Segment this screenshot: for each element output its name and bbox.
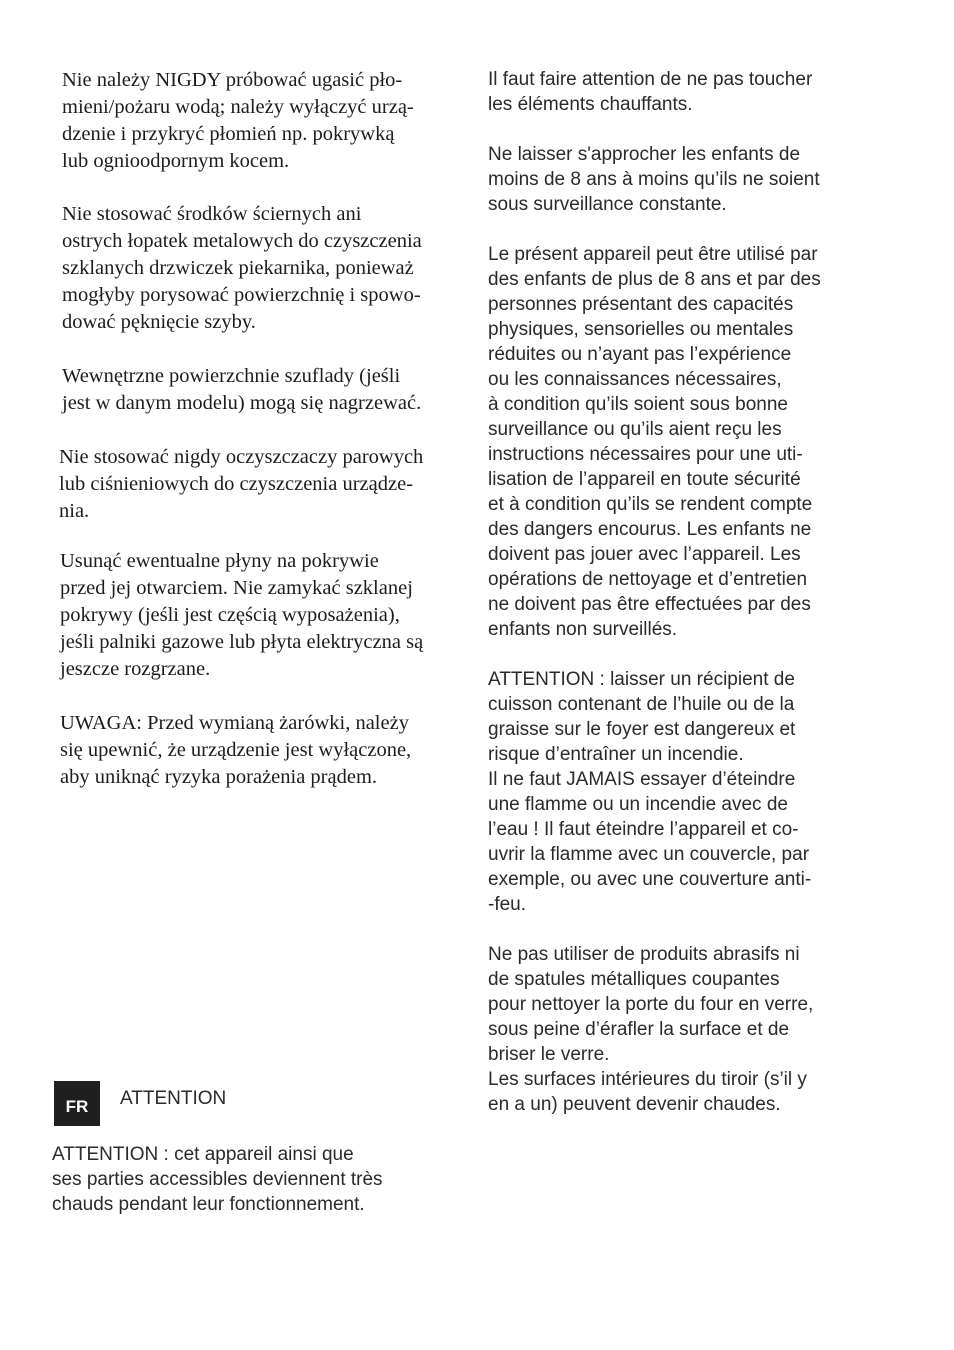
french-paragraph-heating-elements: Il faut faire attention de ne pas toucher les éléments chauffants.	[488, 69, 813, 115]
section-heading: ATTENTION	[120, 1088, 227, 1109]
polish-paragraph-drawer: Wewnętrzne powierzchnie szuflady (jeśli jest w danym modelu) mogą się nagrzewać.	[62, 365, 422, 414]
polish-paragraph-steam: Nie stosować nigdy oczyszczaczy parowych lub ciśnieniowych do czyszczenia urządze- nia.	[59, 446, 424, 522]
french-paragraph-children-under-8: Ne laisser s'approcher les enfants de moins de 8 ans à moins qu’ils ne soient sous surveillance constante.	[488, 144, 820, 215]
french-paragraph-oil-fire: ATTENTION : laisser un récipient de cuisson contenant de l’huile ou de la graisse sur le foyer est dangereux et risque d’entraîner un incendie. Il ne faut JAMAIS essayer d’éteindre une flamme ou un incendie avec de l’eau ! Il faut éteindre l’appareil et co- uvrir la flamme avec un couvercle, par exemple, ou avec une couverture anti- -feu.	[488, 669, 812, 915]
polish-paragraph-bulb: UWAGA: Przed wymianą żarówki, należy się upewnić, że urządzenie jest wyłączone, aby uniknąć ryzyka porażenia prądem.	[60, 712, 412, 788]
french-paragraph-usage: Le présent appareil peut être utilisé par des enfants de plus de 8 ans et par des personnes présentant des capacités physiques, sensorielles ou mentales réduites ou n’ayant pas l’expérience ou les connaissances nécessaires, à condition qu’ils soient sous bonne surveillance ou qu’ils aient reçu les instructions nécessaires pour une uti- lisation de l’appareil en toute sécurité et à condition qu’ils se rendent compte des dangers encourus. Les enfants ne doivent pas jouer avec l’appareil. Les opérations de nettoyage et d’entretien ne doivent pas être effectuées par des enfants non surveillés.	[488, 244, 821, 640]
french-paragraph-abrasives: Ne pas utiliser de produits abrasifs ni de spatules métalliques coupantes pour nettoyer la porte du four en verre, sous peine d’érafler la surface et de briser le verre. Les surfaces intérieures du tiroir (s’il y en a un) peuvent devenir chaudes.	[488, 944, 814, 1115]
polish-paragraph-abrasives: Nie stosować środków ściernych ani ostrych łopatek metalowych do czyszczenia szklanych drzwiczek piekarnika, ponieważ mogłyby porysować powierzchnię i spowo- dować pęknięcie szyby.	[62, 203, 422, 333]
language-badge: FR	[54, 1081, 100, 1126]
polish-paragraph-lid: Usunąć ewentualne płyny na pokrywie przed jej otwarciem. Nie zamykać szklanej pokrywy (jeśli jest częścią wyposażenia), jeśli palniki gazowe lub płyta elektryczna są jeszcze rozgrzane.	[60, 550, 424, 680]
french-intro-paragraph: ATTENTION : cet appareil ainsi que ses parties accessibles deviennent très chauds pendant leur fonctionnement.	[52, 1144, 383, 1215]
polish-paragraph-fire: Nie należy NIGDY próbować ugasić pło- mieni/pożaru wodą; należy wyłączyć urzą- dzenie i przykryć płomień np. pokrywką lub ognioodpornym kocem.	[62, 69, 414, 172]
